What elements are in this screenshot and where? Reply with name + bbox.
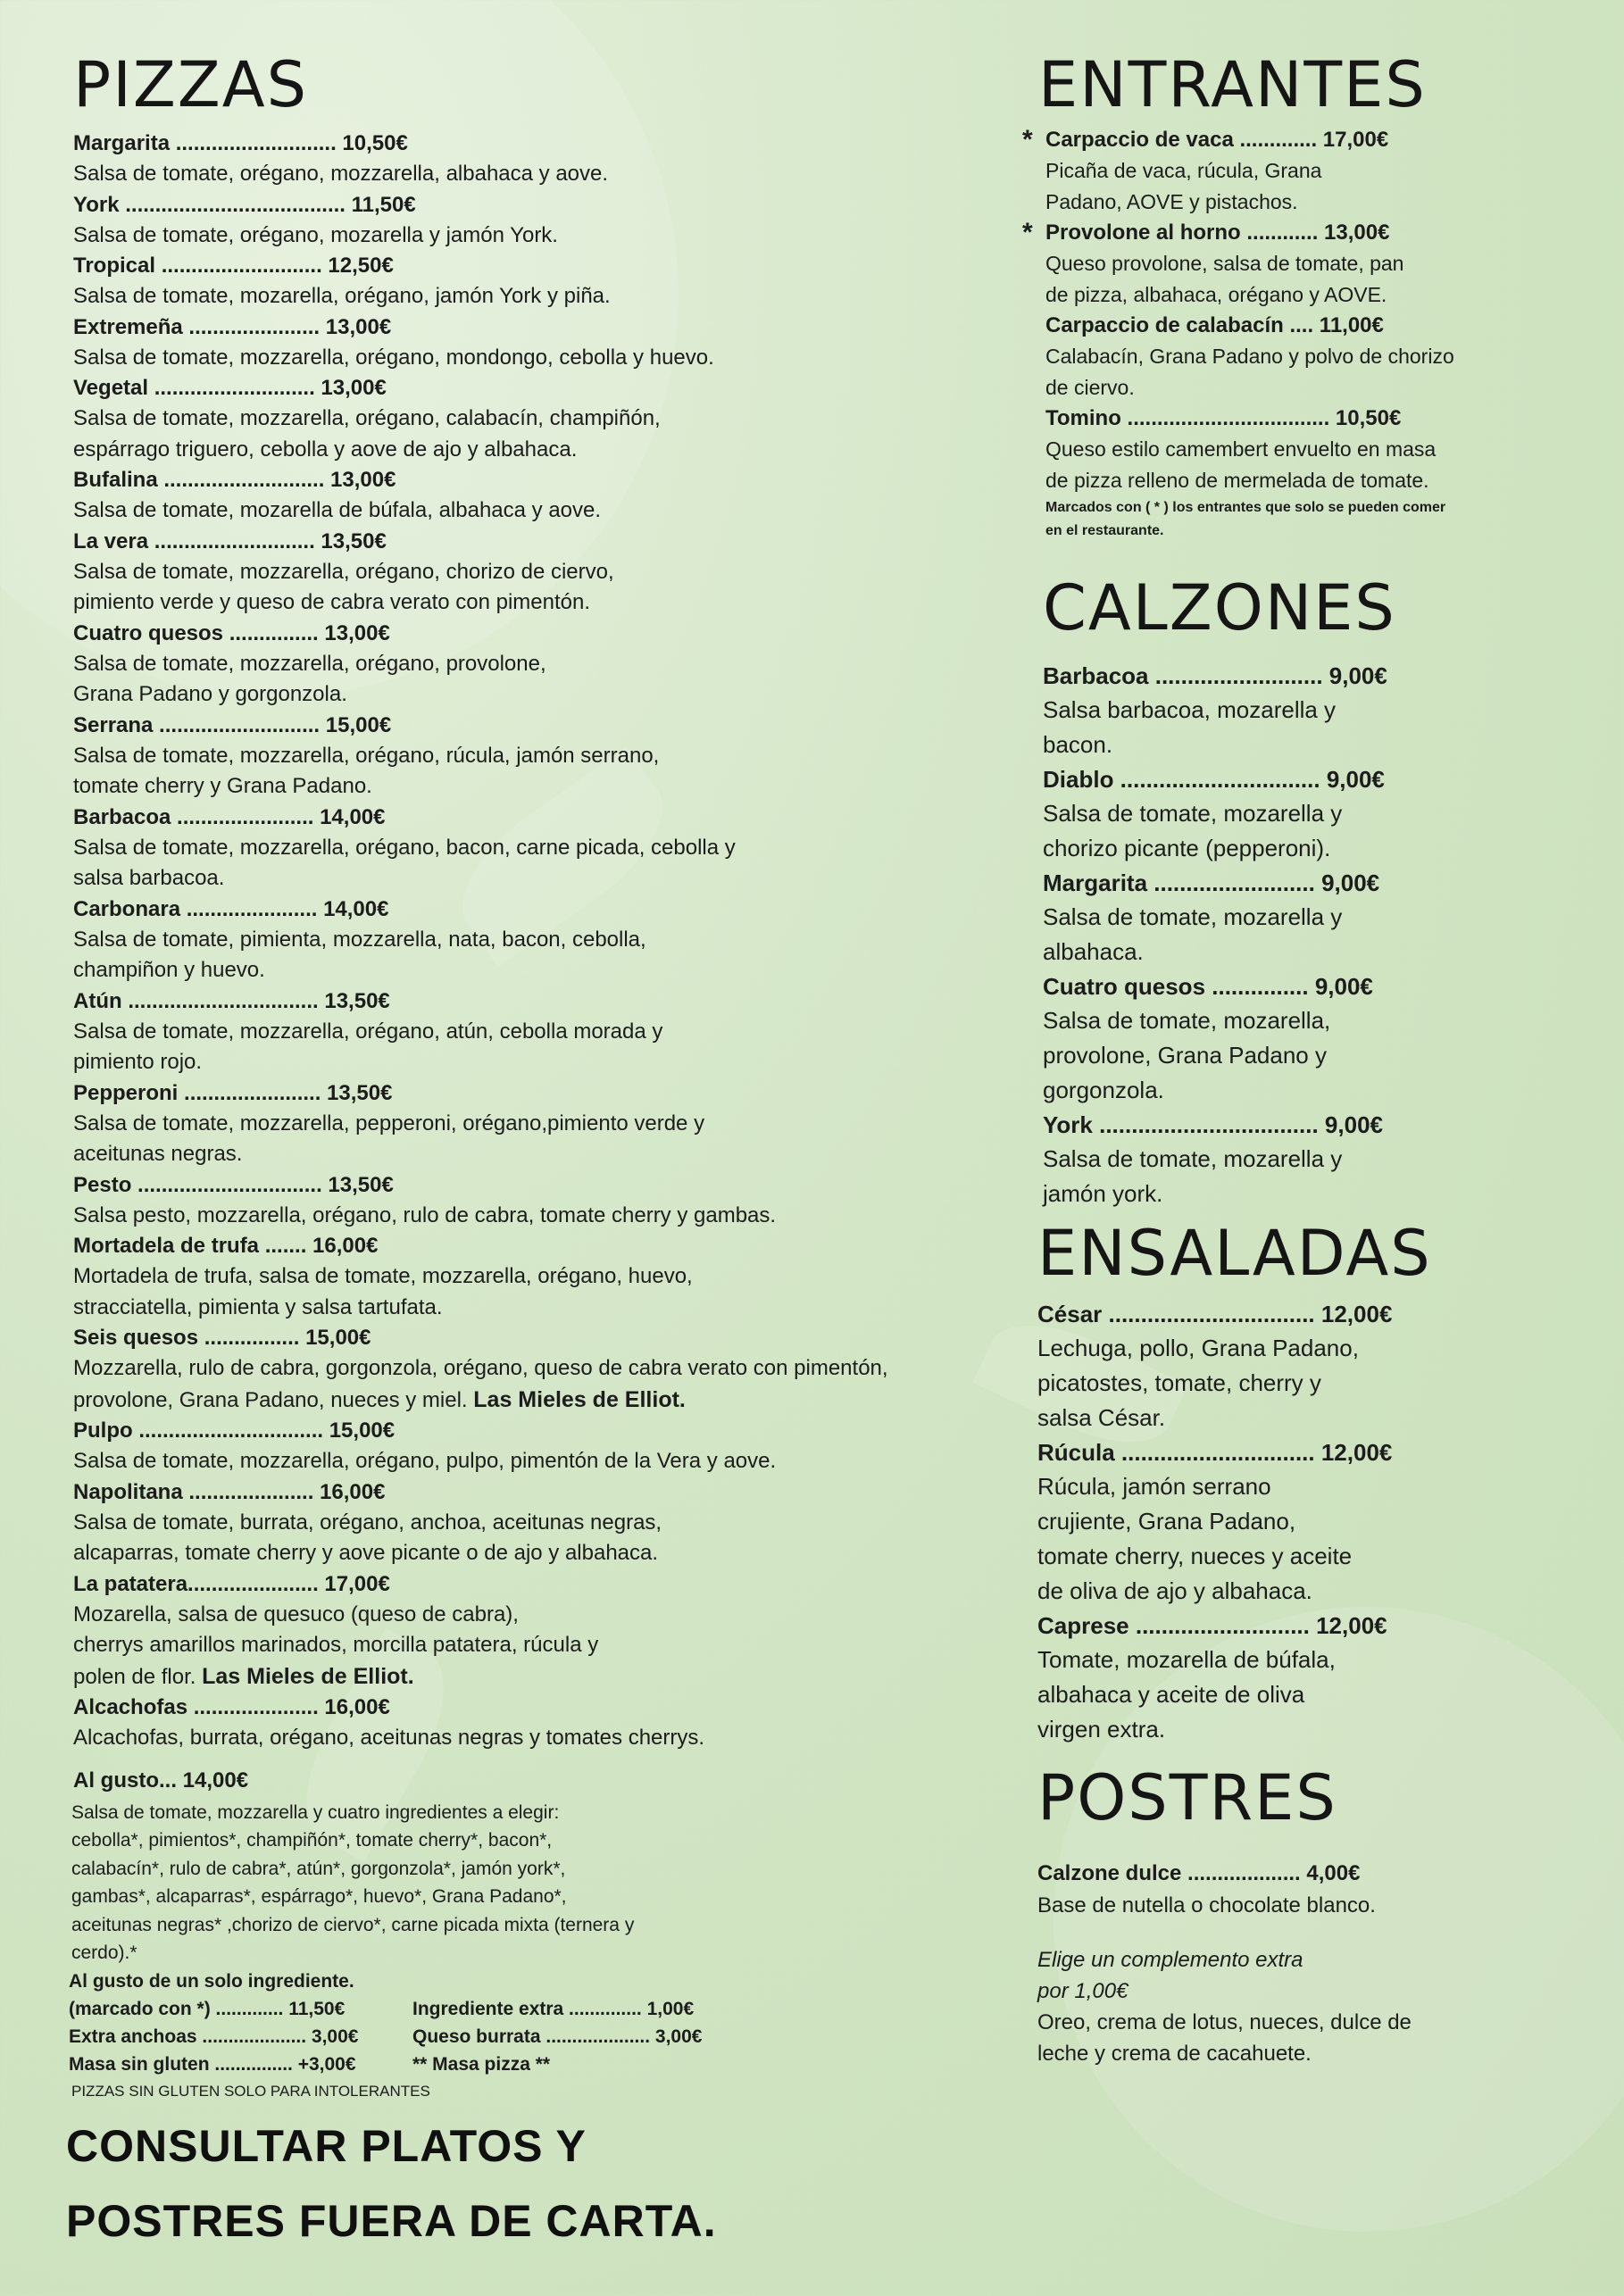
calzone-description: Salsa de tomate, mozarella y xyxy=(1043,903,1343,930)
right-column xyxy=(1022,48,1578,2069)
pizza-dough-label: ** Masa pizza ** xyxy=(412,2053,551,2075)
pizza-description-text: tomate cherry y Grana Padano. xyxy=(73,774,372,798)
ensalada-description: salsa César. xyxy=(1037,1404,1166,1431)
postres-heading: POSTRES xyxy=(1037,1761,1337,1834)
pizza-description xyxy=(73,1385,1002,1417)
extra-anchovies-price: Extra anchoas .................... 3,00€ xyxy=(69,2026,359,2047)
calzone-description: Salsa barbacoa, mozarella y xyxy=(1043,696,1337,723)
pizza-description-text: salsa barbacoa. xyxy=(73,866,225,890)
entrante-description: Calabacín, Grana Padano y polvo de chorizo xyxy=(1045,345,1454,368)
supplier-credit: Las Mieles de Elliot. xyxy=(202,1663,414,1689)
pizza-description xyxy=(73,1293,1002,1324)
pizza-item xyxy=(73,465,1002,527)
asterisk-mark: * xyxy=(1022,218,1033,247)
calzone-description: Salsa de tomate, mozarella y xyxy=(1043,800,1343,827)
pizza-item xyxy=(73,312,1002,374)
ensalada-description: Tomate, mozarella de búfala, xyxy=(1037,1646,1336,1673)
pizza-description: Mortadela de trufa, salsa de tomate, mozzarella, orégano, huevo, xyxy=(73,1264,693,1288)
entrante-description: Picaña de vaca, rúcula, Grana xyxy=(1045,159,1322,182)
pizza-description: Salsa de tomate, mozzarella, orégano, chorizo de ciervo, xyxy=(73,559,614,584)
entrante-name-text: Provolone al horno ............ 13,00€ xyxy=(1045,220,1390,245)
complemento-line-2: por 1,00€ xyxy=(1037,1979,1128,2003)
pizza-description: Salsa de tomate, burrata, orégano, anchoa, aceitunas negras, xyxy=(73,1510,662,1535)
pizza-description: Salsa de tomate, mozarella de búfala, albahaca y aove. xyxy=(73,498,602,522)
entrantes-heading: ENTRANTES xyxy=(1038,48,1427,121)
pizza-description-text: pimiento rojo. xyxy=(73,1050,203,1074)
pizza-description xyxy=(73,1538,1002,1569)
al-gusto-block xyxy=(73,1763,1002,1967)
pizza-description-text: stracciatella, pimienta y salsa tartufata. xyxy=(73,1294,443,1319)
pizza-description xyxy=(73,1630,1002,1661)
pizza-description xyxy=(73,587,1002,619)
ingredient-line: gambas*, alcaparras*, espárrago*, huevo*, Grana Padano*, xyxy=(71,1886,567,1907)
calzone-name: Diablo ............................... 9,00€ xyxy=(1043,766,1385,793)
pizza-description: Salsa de tomate, mozzarella, orégano, bacon, carne picada, cebolla y xyxy=(73,835,736,860)
pizza-description: Mozzarella, rulo de cabra, gorgonzola, orégano, queso de cabra verato con pimentón, xyxy=(73,1356,888,1380)
ensalada-item xyxy=(1037,1609,1578,1747)
calzones-heading: CALZONES xyxy=(1043,571,1396,645)
pizza-item xyxy=(73,1569,1002,1693)
pizza-item xyxy=(73,986,1002,1078)
entrante-description: Queso estilo camembert envuelto en masa xyxy=(1045,437,1437,461)
pizza-description: Mozarella, salsa de quesuco (queso de cabra), xyxy=(73,1601,519,1626)
pizza-description: Salsa de tomate, mozzarella, orégano, mondongo, cebolla y huevo. xyxy=(73,345,714,370)
ensalada-name: Rúcula .............................. 12,00€ xyxy=(1037,1439,1393,1466)
footer-line-1: CONSULTAR PLATOS Y xyxy=(66,2120,587,2171)
entrante-item xyxy=(1022,125,1578,218)
footer-line-2: POSTRES FUERA DE CARTA. xyxy=(66,2195,717,2246)
supplier-credit: Las Mieles de Elliot. xyxy=(473,1386,686,1412)
pizza-description xyxy=(73,1139,1002,1170)
pizza-description-text: alcaparras, tomate cherry y aove picante o de ajo y albahaca. xyxy=(73,1541,659,1565)
pizza-item xyxy=(73,1693,1002,1754)
single-ingredient-header: Al gusto de un solo ingrediente. xyxy=(69,1970,354,1992)
pizza-name: Serrana ........................... 15,00€ xyxy=(73,712,392,737)
pizza-description xyxy=(73,679,1002,711)
entrante-description: de pizza, albahaca, orégano y AOVE. xyxy=(1045,283,1387,306)
entrante-item xyxy=(1045,311,1578,403)
ensalada-description: Rúcula, jamón serrano xyxy=(1037,1473,1271,1500)
extras-block xyxy=(69,1967,1002,2105)
ingredient-line: cerdo).* xyxy=(71,1942,137,1963)
pizza-name: York ..................................... 11,50€ xyxy=(73,192,416,217)
al-gusto-name: Al gusto... 14,00€ xyxy=(73,1768,249,1793)
pizza-name: Cuatro quesos ............... 13,00€ xyxy=(73,620,390,645)
entrante-name-text: Tomino .................................. 10,50€ xyxy=(1045,406,1402,430)
pizza-item xyxy=(73,251,1002,312)
pizza-description: Salsa de tomate, mozzarella, orégano, rúcula, jamón serrano, xyxy=(73,743,660,768)
calzone-dulce-name: Calzone dulce ................... 4,00€ xyxy=(1037,1861,1361,1885)
entrante-name xyxy=(1022,125,1578,155)
calzone-name: Cuatro quesos ............... 9,00€ xyxy=(1043,973,1373,1000)
pizza-description-text: aceitunas negras. xyxy=(73,1142,243,1166)
single-ingredient-price: (marcado con *) ............. 11,50€ xyxy=(69,1998,346,2019)
calzone-description: gorgonzola. xyxy=(1043,1077,1164,1103)
pizza-name: Alcachofas ..................... 16,00€ xyxy=(73,1695,390,1719)
ingredient-line: calabacín*, rulo de cabra*, atún*, gorgonzola*, jamón york*, xyxy=(71,1858,566,1879)
pizza-item xyxy=(73,190,1002,252)
calzone-name: Barbacoa .......................... 9,00€ xyxy=(1043,662,1387,689)
entrante-description: Queso provolone, salsa de tomate, pan xyxy=(1045,252,1404,275)
pizza-item xyxy=(73,373,1002,465)
pizza-name: La vera ........................... 13,50€ xyxy=(73,528,387,553)
burrata-price: Queso burrata .................... 3,00€ xyxy=(412,2026,703,2047)
pizza-description-text: provolone, Grana Padano, nueces y miel. xyxy=(73,1387,468,1412)
ingredient-line: aceitunas negras* ,chorizo de ciervo*, carne picada mixta (ternera y xyxy=(71,1914,635,1935)
pizza-description: Salsa de tomate, mozarella, orégano, jamón York y piña. xyxy=(73,284,611,308)
ensaladas-heading: ENSALADAS xyxy=(1037,1217,1432,1290)
pizza-description xyxy=(73,435,1002,466)
pizza-description: Alcachofas, burrata, orégano, aceitunas negras y tomates cherrys. xyxy=(73,1726,705,1750)
pizza-description-text: cherrys amarillos marinados, morcilla patatera, rúcula y xyxy=(73,1633,599,1657)
calzone-description: Salsa de tomate, mozarella y xyxy=(1043,1145,1343,1172)
pizza-name: Mortadela de trufa ....... 16,00€ xyxy=(73,1234,379,1258)
pizza-description: Salsa pesto, mozzarella, orégano, rulo de cabra, tomate cherry y gambas. xyxy=(73,1202,777,1227)
calzones-list xyxy=(1043,659,1578,1211)
calzone-name: Margarita ......................... 9,00€ xyxy=(1043,869,1380,896)
ensalada-name: Caprese ........................... 12,00€ xyxy=(1037,1612,1387,1639)
calzone-item xyxy=(1043,969,1578,1108)
pizza-description xyxy=(73,863,1002,894)
pizza-description: Salsa de tomate, mozzarella, orégano, pulpo, pimentón de la Vera y aove. xyxy=(73,1449,777,1473)
pizza-item xyxy=(73,527,1002,619)
entrantes-note-2: en el restaurante. xyxy=(1045,523,1164,538)
pizza-item xyxy=(73,1416,1002,1477)
pizza-item xyxy=(73,894,1002,986)
pizza-description-text: pimiento verde y queso de cabra verato con pimentón. xyxy=(73,590,591,614)
entrante-name xyxy=(1045,403,1578,434)
pizza-name: Bufalina ........................... 13,00€ xyxy=(73,468,396,492)
pizza-item xyxy=(73,129,1002,190)
pizza-description: Salsa de tomate, mozzarella, orégano, atún, cebolla morada y xyxy=(73,1019,663,1044)
pizza-description-text: Grana Padano y gorgonzola. xyxy=(73,682,347,706)
calzone-item xyxy=(1043,1108,1578,1211)
ensaladas-section xyxy=(1037,1217,1578,1747)
entrante-name-text: Carpaccio de calabacín .... 11,00€ xyxy=(1045,313,1384,337)
ensalada-description: virgen extra. xyxy=(1037,1716,1166,1743)
pizza-name: Vegetal ........................... 13,00€ xyxy=(73,376,387,400)
ensalada-description: crujiente, Grana Padano, xyxy=(1037,1508,1296,1535)
calzone-description: chorizo picante (pepperoni). xyxy=(1043,835,1331,861)
pizza-name: Napolitana ..................... 16,00€ xyxy=(73,1479,386,1504)
pizza-name: Seis quesos ................ 15,00€ xyxy=(73,1326,371,1350)
pizza-item xyxy=(73,619,1002,711)
al-gusto-ingredients xyxy=(71,1799,1002,1967)
calzone-item xyxy=(1043,762,1578,866)
footer-notice xyxy=(66,2109,1002,2259)
ensalada-description: tomate cherry, nueces y aceite xyxy=(1037,1543,1353,1569)
pizza-item xyxy=(73,803,1002,894)
pizza-description-text: espárrago triguero, cebolla y aove de ajo y albahaca. xyxy=(73,437,578,462)
ensaladas-list xyxy=(1037,1297,1578,1747)
pizza-item xyxy=(73,1231,1002,1323)
pizza-description-text: champiñon y huevo. xyxy=(73,958,265,982)
complemento-desc-1: Oreo, crema de lotus, nueces, dulce de xyxy=(1037,2010,1412,2034)
entrantes-section xyxy=(1022,48,1578,543)
pizza-name: La patatera...................... 17,00€ xyxy=(73,1571,390,1596)
ensalada-description: albahaca y aceite de oliva xyxy=(1037,1681,1305,1708)
pizza-name: Pulpo ............................... 15,00€ xyxy=(73,1418,396,1443)
entrantes-note-1: Marcados con ( * ) los entrantes que solo se pueden comer xyxy=(1045,500,1446,515)
pizza-description xyxy=(73,771,1002,803)
pizzas-section xyxy=(66,48,1002,2259)
ensalada-item xyxy=(1037,1297,1578,1435)
pizza-name: Barbacoa ....................... 14,00€ xyxy=(73,804,386,829)
pizza-name: Carbonara ...................... 14,00€ xyxy=(73,896,389,921)
complemento-desc-2: leche y crema de cacahuete. xyxy=(1037,2042,1312,2066)
pizza-name: Pesto ............................... 13,50€ xyxy=(73,1172,394,1197)
entrante-item xyxy=(1022,218,1578,311)
pizza-description: Salsa de tomate, orégano, mozarella y jamón York. xyxy=(73,222,558,247)
pizza-description: Salsa de tomate, mozzarella, orégano, calabacín, champiñón, xyxy=(73,406,661,430)
calzone-item xyxy=(1043,866,1578,969)
pizza-name: Margarita ........................... 10,50€ xyxy=(73,131,408,155)
pizza-item xyxy=(73,711,1002,803)
entrante-name-text: Carpaccio de vaca ............. 17,00€ xyxy=(1045,128,1389,152)
pizza-description: Salsa de tomate, mozzarella, pepperoni, orégano,pimiento verde y xyxy=(73,1111,705,1136)
calzone-dulce-desc: Base de nutella o chocolate blanco. xyxy=(1037,1893,1376,1917)
pizza-item xyxy=(73,1323,1002,1416)
complemento-line-1: Elige un complemento extra xyxy=(1037,1948,1303,1972)
calzone-description: jamón york. xyxy=(1043,1180,1163,1207)
entrantes-list xyxy=(1022,125,1578,496)
calzone-description: albahaca. xyxy=(1043,938,1144,965)
ingredient-line: cebolla*, pimientos*, champiñón*, tomate cherry*, bacon*, xyxy=(71,1830,553,1851)
pizza-item xyxy=(73,1477,1002,1569)
pizza-name: Pepperoni ....................... 13,50€ xyxy=(73,1080,393,1105)
calzone-description: provolone, Grana Padano y xyxy=(1043,1042,1327,1069)
entrante-name xyxy=(1022,218,1578,248)
gluten-free-price: Masa sin gluten ............... +3,00€ xyxy=(69,2053,356,2075)
ensalada-name: César ................................ 12,00€ xyxy=(1037,1301,1393,1327)
gluten-free-note: PIZZAS SIN GLUTEN SOLO PARA INTOLERANTES xyxy=(71,2082,430,2100)
pizza-description-text: polen de flor. xyxy=(73,1664,196,1689)
calzone-name: York .................................. 9,00€ xyxy=(1043,1111,1383,1138)
pizza-name: Atún ................................ 13,50€ xyxy=(73,988,390,1013)
calzone-description: Salsa de tomate, mozarella, xyxy=(1043,1007,1331,1034)
postres-section xyxy=(1037,1761,1578,2069)
calzones-section xyxy=(1043,571,1578,1211)
asterisk-mark: * xyxy=(1022,125,1033,154)
entrante-description: de pizza relleno de mermelada de tomate. xyxy=(1045,469,1429,492)
pizza-name: Extremeña ...................... 13,00€ xyxy=(73,314,392,339)
pizza-description: Salsa de tomate, mozzarella, orégano, provolone, xyxy=(73,651,546,676)
pizza-description xyxy=(73,1047,1002,1078)
ensalada-description: Lechuga, pollo, Grana Padano, xyxy=(1037,1335,1359,1361)
ensalada-description: picatostes, tomate, cherry y xyxy=(1037,1369,1321,1396)
pizza-description: Salsa de tomate, orégano, mozzarella, albahaca y aove. xyxy=(73,162,609,186)
entrante-name xyxy=(1045,311,1578,341)
entrante-description: Padano, AOVE y pistachos. xyxy=(1045,190,1298,213)
calzone-item xyxy=(1043,659,1578,762)
extra-ingredient-price: Ingrediente extra .............. 1,00€ xyxy=(412,1998,695,2019)
ensalada-description: de oliva de ajo y albahaca. xyxy=(1037,1577,1312,1604)
pizza-description xyxy=(73,1661,1002,1693)
ingredient-line: Salsa de tomate, mozzarella y cuatro ingredientes a elegir: xyxy=(71,1801,560,1823)
pizza-item xyxy=(73,1078,1002,1170)
extras-grid xyxy=(69,1995,1002,2078)
pizza-list xyxy=(73,129,1002,1754)
calzone-description: bacon. xyxy=(1043,731,1113,758)
pizza-description xyxy=(73,955,1002,986)
ensalada-item xyxy=(1037,1435,1578,1609)
pizzas-heading: PIZZAS xyxy=(73,48,309,121)
entrante-description: de ciervo. xyxy=(1045,376,1135,399)
pizza-description: Salsa de tomate, pimienta, mozzarella, nata, bacon, cebolla, xyxy=(73,927,646,952)
entrante-item xyxy=(1045,403,1578,496)
pizza-name: Tropical ........................... 12,50€ xyxy=(73,254,394,278)
pizza-item xyxy=(73,1170,1002,1232)
